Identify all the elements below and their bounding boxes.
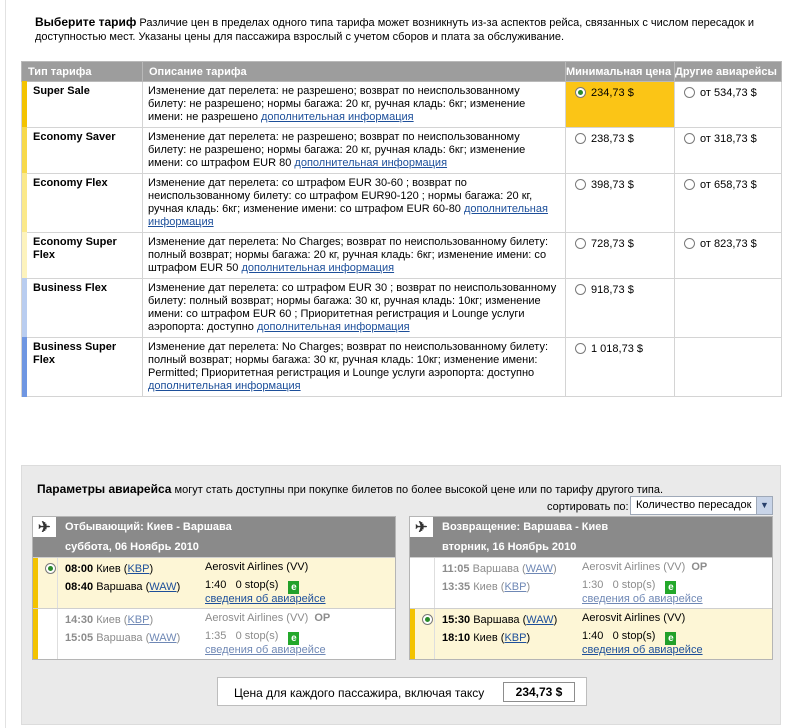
fare-row — [22, 128, 782, 174]
duration-line — [582, 579, 676, 594]
airline — [582, 612, 685, 624]
other-price-cell — [675, 279, 782, 338]
header-fare-desc: Описание тарифа — [143, 62, 566, 82]
divider — [57, 609, 58, 659]
flight-details-link[interactable]: сведения об авиарейсе — [582, 593, 703, 605]
fare-description-text: Изменение дат перелета: со штрафом EUR 30-60 ; возврат по неиспользованному билету: со штрафом EUR90-120 ; нормы багажа: 20 кг, ручная кладь: 6кг; изменение имени: со штрафом EUR 60-80 — [148, 177, 533, 215]
operator-code: OP — [691, 561, 708, 573]
outbound-leg — [32, 516, 396, 660]
fare-name-label: Business Super Flex — [33, 341, 117, 366]
flight-details-wrap — [582, 644, 703, 656]
departure-line: 15:30 Варшава (WAW) — [442, 614, 558, 626]
chevron-down-icon[interactable]: ▼ — [756, 497, 772, 514]
fare-name-label: Economy Flex — [33, 177, 108, 189]
other-price-radio[interactable] — [684, 133, 695, 144]
other-price-value: от 823,73 $ — [700, 238, 757, 250]
flight-params-text: могут стать доступны при покупке билетов по более высокой цене или по тарифу другого типа. — [174, 484, 664, 496]
min-price-cell[interactable] — [566, 82, 675, 128]
arrival-line: 15:05 Варшава (WAW) — [65, 632, 181, 644]
fare-description — [143, 82, 566, 128]
airline — [582, 561, 707, 573]
arrival-airport-link[interactable]: KBP — [504, 581, 527, 593]
fare-description-text: Изменение дат перелета: No Charges; возврат по неиспользованному билету: полный возврат; нормы багажа: 30 кг, ручная кладь: 10кг; изменение имени: Permitted; Приоритетная регистрация и Lounge услуги аэропорта: доступно — [148, 341, 549, 379]
min-price-cell[interactable] — [566, 174, 675, 233]
arrival-time: 13:35 — [442, 581, 471, 593]
arrival-time: 18:10 — [442, 632, 471, 644]
flight-details-wrap — [205, 644, 326, 656]
fare-row — [22, 279, 782, 338]
min-price-value: 238,73 $ — [591, 133, 634, 145]
airline-name: Aerosvit Airlines (VV) — [205, 612, 309, 624]
return-leg — [409, 516, 773, 660]
departure-time: 11:05 — [442, 563, 470, 575]
e-ticket-icon: e — [665, 632, 676, 645]
flight-params-heading: Параметры авиарейса — [37, 482, 172, 496]
arrival-time: 08:40 — [65, 581, 94, 593]
flight-details-wrap — [205, 593, 326, 605]
fare-table-header — [22, 62, 782, 82]
min-price-value: 234,73 $ — [591, 87, 634, 99]
more-info-link[interactable]: дополнительная информация — [241, 262, 395, 274]
fare-name-label: Business Flex — [33, 282, 107, 294]
fare-intro-title: Выберите тариф — [35, 15, 137, 29]
header-min-price: Минимальная цена — [566, 62, 675, 82]
min-price-radio[interactable] — [575, 133, 586, 144]
other-price-radio[interactable] — [684, 87, 695, 98]
flight-option[interactable] — [410, 557, 772, 608]
fare-description — [143, 233, 566, 279]
arrival-line: 18:10 Киев (KBP) — [442, 632, 531, 644]
fare-color-bar — [22, 81, 27, 128]
min-price-radio[interactable] — [575, 87, 586, 98]
divider — [434, 609, 435, 659]
fare-row — [22, 82, 782, 128]
fare-description — [143, 128, 566, 174]
departure-time: 14:30 — [65, 614, 94, 626]
fare-color-bar — [22, 278, 27, 338]
more-info-link[interactable]: дополнительная информация — [294, 157, 448, 169]
duration: 1:40 — [582, 630, 604, 642]
arrival-airport-link[interactable]: WAW — [149, 632, 177, 644]
header-fare-type: Тип тарифа — [22, 62, 143, 82]
sort-label: сортировать по: — [547, 501, 629, 513]
other-price-cell — [675, 338, 782, 397]
departure-airport-link[interactable]: WAW — [526, 614, 554, 626]
fare-row — [22, 338, 782, 397]
more-info-link[interactable]: дополнительная информация — [148, 203, 548, 228]
min-price-value: 398,73 $ — [591, 179, 634, 191]
divider — [434, 558, 435, 608]
fare-name — [22, 279, 143, 338]
selected-marker — [33, 558, 38, 608]
flight-details-link[interactable]: сведения об авиарейсе — [205, 593, 326, 605]
return-leg-title: Возвращение: Варшава - Киев — [442, 521, 609, 533]
airline-name: Aerosvit Airlines (VV) — [205, 561, 309, 573]
min-price-cell[interactable] — [566, 279, 675, 338]
return-leg-date: вторник, 16 Ноябрь 2010 — [442, 541, 577, 553]
duration: 1:35 — [205, 630, 227, 642]
fare-name — [22, 174, 143, 233]
arrival-line: 08:40 Варшава (WAW) — [65, 581, 181, 593]
duration-line — [205, 579, 299, 594]
fare-table — [21, 61, 782, 397]
fare-description — [143, 338, 566, 397]
other-price-cell[interactable] — [675, 174, 782, 233]
fare-description-text: Изменение дат перелета: не разрешено; возврат по неиспользованному билету: не разрешено; нормы багажа: 20 кг, ручная кладь: 6кг; изменение имени: со штрафом EUR 80 — [148, 131, 526, 169]
arrival-line: 13:35 Киев (KBP) — [442, 581, 531, 593]
duration-line — [205, 630, 299, 645]
fare-marker — [33, 609, 38, 659]
fare-description-text: Изменение дат перелета: не разрешено; возврат по неиспользованному билету: не разрешено; нормы багажа: 20 кг, ручная кладь: 6кг; изменение имени: не разрешено — [148, 85, 526, 123]
selected-marker — [410, 609, 415, 659]
flight-details-link[interactable]: сведения об авиарейсе — [205, 644, 326, 656]
other-price-value: от 534,73 $ — [700, 87, 757, 99]
min-price-radio[interactable] — [575, 179, 586, 190]
fare-row — [22, 174, 782, 233]
more-info-link[interactable]: дополнительная информация — [148, 380, 301, 392]
outbound-leg-header — [33, 517, 395, 557]
fare-name — [22, 82, 143, 128]
stops: 0 stop(s) — [226, 630, 279, 642]
flight-option[interactable] — [410, 608, 772, 659]
departure-time: 15:30 — [442, 614, 471, 626]
departure-time: 08:00 — [65, 563, 94, 575]
stops: 0 stop(s) — [603, 630, 656, 642]
arrival-airport-link[interactable]: KBP — [504, 632, 527, 644]
e-ticket-icon: e — [288, 581, 299, 594]
min-price-radio[interactable] — [575, 238, 586, 249]
min-price-value: 918,73 $ — [591, 284, 634, 296]
fare-description — [143, 279, 566, 338]
other-price-value: от 658,73 $ — [700, 179, 757, 191]
min-price-radio[interactable] — [575, 284, 586, 295]
e-ticket-icon: e — [288, 632, 299, 645]
outbound-leg-title: Отбывающий: Киев - Варшава — [65, 521, 232, 533]
fare-description-text: Изменение дат перелета: со штрафом EUR 30 ; возврат по неиспользованному билету: полный возврат; нормы багажа: 30 кг, ручная кладь: 10кг; изменение имени: со штрафом EUR 60 ; Приоритетная регистрация и Lounge услуги аэропорта: доступно — [148, 282, 557, 333]
outbound-leg-date: суббота, 06 Ноябрь 2010 — [65, 541, 199, 553]
other-price-radio[interactable] — [684, 238, 695, 249]
fare-color-bar — [22, 173, 27, 233]
airline-name: Aerosvit Airlines (VV) — [582, 561, 686, 573]
flight-details-link[interactable]: сведения об авиарейсе — [582, 644, 703, 656]
flight-params-title — [37, 482, 737, 496]
header-other-flights: Другие авиарейсы — [675, 62, 782, 82]
flight-radio[interactable] — [422, 614, 433, 625]
flight-option[interactable] — [33, 557, 395, 608]
fare-name — [22, 128, 143, 174]
more-info-link[interactable]: дополнительная информация — [261, 111, 414, 123]
fare-name — [22, 233, 143, 279]
other-price-cell[interactable] — [675, 128, 782, 174]
other-price-cell[interactable] — [675, 82, 782, 128]
min-price-cell[interactable] — [566, 128, 675, 174]
departure-airport-link[interactable]: WAW — [525, 563, 553, 575]
fare-color-bar — [22, 127, 27, 174]
flight-params-panel — [21, 465, 781, 725]
fare-name — [22, 338, 143, 397]
fare-description — [143, 174, 566, 233]
departure-line: 11:05 Варшава (WAW) — [442, 563, 557, 575]
fare-row — [22, 233, 782, 279]
other-price-radio[interactable] — [684, 179, 695, 190]
airline — [205, 561, 308, 573]
flight-details-wrap — [582, 593, 703, 605]
other-price-cell[interactable] — [675, 233, 782, 279]
sort-select[interactable] — [630, 496, 773, 515]
stops: 0 stop(s) — [226, 579, 279, 591]
airline — [205, 612, 330, 624]
return-leg-header — [410, 517, 772, 557]
flight-option[interactable] — [33, 608, 395, 659]
fare-color-bar — [22, 337, 27, 397]
fare-intro — [35, 15, 770, 44]
fare-intro-text: Различие цен в пределах одного типа тарифа может возникнуть из-за аспектов рейса, связанных с числом пересадок и доступностью мест. Указаны цены для пассажира взрослый с учетом сборов и плата за обслуживание. — [35, 17, 755, 43]
divider — [57, 558, 58, 608]
fare-description-text: Изменение дат перелета: No Charges; возврат по неиспользованному билету: полный возврат; нормы багажа: 20 кг, ручная кладь: 6кг; изменение имени: со штрафом EUR 50 — [148, 236, 549, 274]
min-price-radio[interactable] — [575, 343, 586, 354]
sort-select-value: Количество пересадок — [636, 499, 752, 511]
departure-line: 08:00 Киев (KBP) — [65, 563, 154, 575]
other-price-value: от 318,73 $ — [700, 133, 757, 145]
e-ticket-icon: e — [665, 581, 676, 594]
plane-icon: ✈ — [410, 517, 434, 537]
arrival-time: 15:05 — [65, 632, 94, 644]
page-left-border — [5, 0, 6, 728]
arrival-airport-link[interactable]: WAW — [149, 581, 177, 593]
stops: 0 stop(s) — [603, 579, 656, 591]
plane-icon: ✈ — [33, 517, 57, 537]
departure-line: 14:30 Киев (KBP) — [65, 614, 154, 626]
total-price-value: 234,73 $ — [503, 682, 575, 702]
duration: 1:30 — [582, 579, 604, 591]
fare-name-label: Economy Saver — [33, 131, 116, 143]
duration-line — [582, 630, 676, 645]
flight-radio[interactable] — [45, 563, 56, 574]
more-info-link[interactable]: дополнительная информация — [256, 321, 410, 333]
departure-airport-link[interactable]: KBP — [127, 563, 150, 575]
airline-name: Aerosvit Airlines (VV) — [582, 612, 686, 624]
fare-name-label: Super Sale — [33, 85, 90, 97]
min-price-cell[interactable] — [566, 338, 675, 397]
total-price-box — [217, 677, 587, 706]
fare-name-label: Economy Super Flex — [33, 236, 117, 261]
fare-color-bar — [22, 232, 27, 279]
total-price-label: Цена для каждого пассажира, включая таксу — [234, 686, 485, 700]
min-price-cell[interactable] — [566, 233, 675, 279]
operator-code: OP — [314, 612, 331, 624]
min-price-value: 1 018,73 $ — [591, 343, 643, 355]
duration: 1:40 — [205, 579, 227, 591]
departure-airport-link[interactable]: KBP — [127, 614, 150, 626]
min-price-value: 728,73 $ — [591, 238, 634, 250]
